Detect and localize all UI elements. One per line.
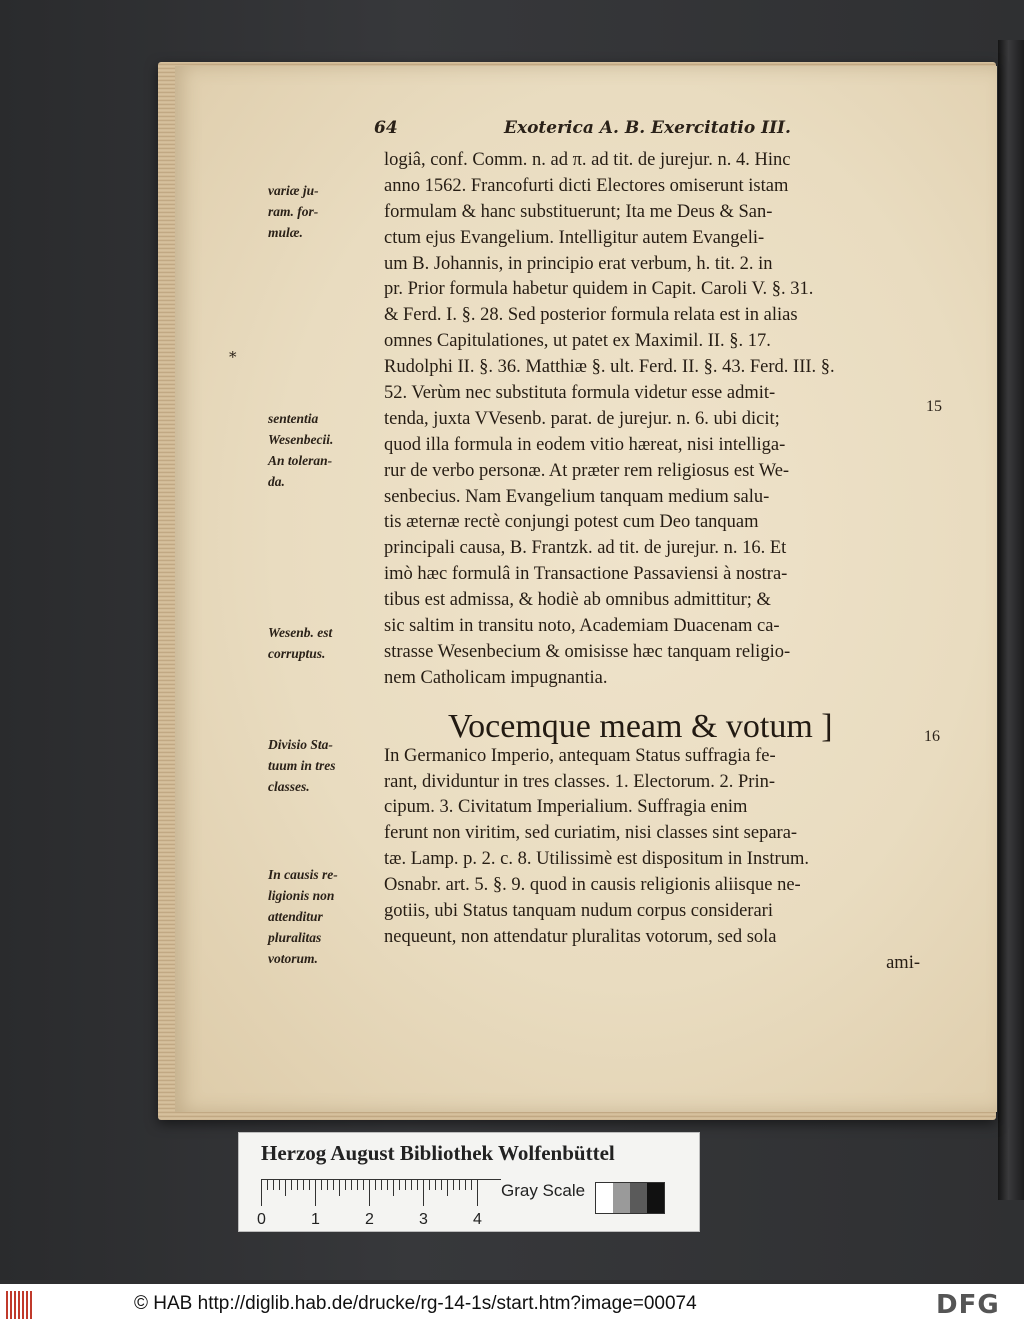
text-line: Osnabr. art. 5. §. 9. quod in causis religionis aliisque ne- bbox=[384, 875, 801, 896]
margin-note-causis bbox=[268, 864, 374, 969]
margin-note-line: Divisio Sta- bbox=[268, 737, 333, 752]
ruler-tick bbox=[285, 1180, 286, 1196]
text-line: ctum ejus Evangelium. Intelligitur autem Evangeli- bbox=[384, 227, 765, 248]
ruler-tick bbox=[333, 1180, 334, 1190]
margin-note-line: Wesenbecii. bbox=[268, 432, 334, 447]
text-line: um B. Johannis, in principio erat verbum, h. tit. 2. in bbox=[384, 253, 773, 274]
ruler-tick bbox=[327, 1180, 328, 1190]
running-title: Exoterica A. B. Exercitatio III. bbox=[504, 118, 791, 138]
ruler-tick bbox=[369, 1180, 370, 1206]
text-line: principali causa, B. Frantzk. ad tit. de jurejur. n. 16. Et bbox=[384, 538, 787, 559]
ruler-number: 4 bbox=[473, 1211, 482, 1228]
margin-note-line: ligionis non bbox=[268, 888, 335, 903]
book-spine-edge bbox=[998, 40, 1024, 1200]
text-line: omnes Capitulationes, ut patet ex Maximil. II. §. 17. bbox=[384, 331, 771, 352]
copyright-link[interactable]: © HAB http://diglib.hab.de/drucke/rg-14-1s/start.htm?image=00074 bbox=[134, 1293, 697, 1314]
margin-note-line: votorum. bbox=[268, 951, 318, 966]
ruler-tick bbox=[375, 1180, 376, 1190]
ruler-tick bbox=[345, 1180, 346, 1190]
ruler-tick bbox=[471, 1180, 472, 1190]
ruler-tick bbox=[459, 1180, 460, 1190]
text-line: pr. Prior formula habetur quidem in Capit. Caroli V. §. 31. bbox=[384, 279, 814, 300]
ruler-tick bbox=[339, 1180, 340, 1196]
ruler-tick bbox=[387, 1180, 388, 1190]
ruler-tick bbox=[363, 1180, 364, 1190]
barcode-bar bbox=[10, 1291, 12, 1319]
margin-note-line: An toleran- bbox=[268, 453, 333, 468]
ruler-tick bbox=[297, 1180, 298, 1190]
ruler-tick bbox=[429, 1180, 430, 1190]
dfg-logo: DFG bbox=[936, 1290, 1000, 1320]
line-number-15: 15 bbox=[926, 398, 942, 415]
text-line: 52. Verùm nec substituta formula videtur esse admit- bbox=[384, 383, 776, 404]
barcode-icon bbox=[6, 1291, 36, 1319]
ruler-tick bbox=[453, 1180, 454, 1190]
text-line: tæ. Lamp. p. 2. c. 8. Utilissimè est dispositum in Instrum. bbox=[384, 849, 809, 870]
text-line: tenda, juxta VVesenb. parat. de jurejur. n. 6. ubi dicit; bbox=[384, 408, 780, 429]
text-line: formulam & hanc substituerunt; Ita me Deus & San- bbox=[384, 201, 773, 222]
ruler-number: 1 bbox=[311, 1211, 320, 1228]
ruler-tick bbox=[447, 1180, 448, 1196]
ruler-tick bbox=[321, 1180, 322, 1190]
ruler-tick bbox=[435, 1180, 436, 1190]
ruler-tick bbox=[477, 1180, 478, 1206]
text-line: ferunt non viritim, sed curiatim, nisi classes sint separa- bbox=[384, 823, 798, 844]
text-line: rant, dividuntur in tres classes. 1. Electorum. 2. Prin- bbox=[384, 771, 775, 792]
text-line: logiâ, conf. Comm. n. ad π. ad tit. de jurejur. n. 4. Hinc bbox=[384, 150, 791, 170]
catchword: ami- bbox=[886, 952, 920, 973]
ruler-tick bbox=[309, 1180, 310, 1190]
ruler-tick bbox=[405, 1180, 406, 1190]
ruler-tick bbox=[291, 1180, 292, 1190]
margin-note-divisio bbox=[268, 734, 374, 797]
section-headline: Vocemque meam & votum ] bbox=[448, 708, 833, 745]
text-line: cipum. 3. Civitatum Imperialium. Suffragia enim bbox=[384, 797, 748, 818]
margin-note-wesenbecius bbox=[268, 408, 374, 492]
swatch-dark-gray bbox=[630, 1183, 647, 1213]
ruler-number: 0 bbox=[257, 1211, 266, 1228]
barcode-bar bbox=[30, 1291, 32, 1319]
swatch-black bbox=[647, 1183, 664, 1213]
institution-name: Herzog August Bibliothek Wolfenbüttel bbox=[261, 1141, 615, 1165]
barcode-bar bbox=[14, 1291, 16, 1319]
ruler-number: 3 bbox=[419, 1211, 428, 1228]
ruler-tick bbox=[357, 1180, 358, 1190]
text-line: gotiis, ubi Status tanquam nudum corpus considerari bbox=[384, 901, 773, 922]
viewer-footer bbox=[0, 1284, 1024, 1325]
margin-note-formulae bbox=[268, 180, 374, 243]
grayscale-swatches bbox=[595, 1182, 665, 1214]
barcode-bar bbox=[18, 1291, 20, 1319]
color-calibration-card bbox=[238, 1132, 700, 1232]
text-line: tis æternæ rectè conjungi potest cum Deo tanquam bbox=[384, 512, 759, 533]
margin-note-line: da. bbox=[268, 474, 285, 489]
ruler-number: 2 bbox=[365, 1211, 374, 1228]
text-line: senbecius. Nam Evangelium tanquam medium salu- bbox=[384, 486, 770, 507]
asterisk-mark: * bbox=[229, 348, 237, 366]
barcode-bar bbox=[22, 1291, 24, 1319]
ruler-tick bbox=[261, 1180, 262, 1206]
text-line: anno 1562. Francofurti dicti Electores omiserunt istam bbox=[384, 175, 789, 196]
margin-note-line: tuum in tres bbox=[268, 758, 336, 773]
text-line: strasse Wesenbecium & omisisse hæc tanquam religio- bbox=[384, 641, 791, 662]
ruler-tick bbox=[441, 1180, 442, 1190]
ruler-tick bbox=[273, 1180, 274, 1190]
ruler-tick bbox=[279, 1180, 280, 1190]
margin-note-line: Wesenb. est bbox=[268, 625, 333, 640]
text-line: quod illa formula in eodem vitio hæreat, nisi intelliga- bbox=[384, 434, 786, 455]
margin-note-line: variæ ju- bbox=[268, 183, 319, 198]
text-line: & Ferd. I. §. 28. Sed posterior formula relata est in alias bbox=[384, 305, 798, 326]
barcode-bar bbox=[26, 1291, 28, 1319]
margin-note-line: sententia bbox=[268, 411, 319, 426]
ruler-tick bbox=[381, 1180, 382, 1190]
ruler-tick bbox=[465, 1180, 466, 1190]
ruler-tick bbox=[411, 1180, 412, 1190]
text-line: imò hæc formulâ in Transactione Passaviensi à nostra- bbox=[384, 564, 788, 585]
margin-note-line: pluralitas bbox=[268, 930, 322, 945]
text-line: rur de verbo personæ. At præter rem religiosus est We- bbox=[384, 460, 790, 481]
text-line: nem Catholicam impugnantia. bbox=[384, 667, 608, 688]
body-text bbox=[384, 148, 920, 988]
ruler-tick bbox=[303, 1180, 304, 1190]
swatch-light-gray bbox=[613, 1183, 630, 1213]
swatch-white bbox=[596, 1183, 613, 1213]
ruler-tick bbox=[351, 1180, 352, 1190]
scale-ruler bbox=[261, 1179, 501, 1206]
line-number-16: 16 bbox=[924, 728, 940, 745]
text-line: In Germanico Imperio, antequam Status suffragia fe- bbox=[384, 745, 776, 766]
text-line: sic saltim in transitu noto, Academiam Duacenam ca- bbox=[384, 616, 780, 637]
ruler-tick bbox=[393, 1180, 394, 1196]
margin-note-line: corruptus. bbox=[268, 646, 326, 661]
text-line: tibus est admissa, & hodiè ab omnibus admittitur; & bbox=[384, 590, 771, 611]
margin-note-line: mulæ. bbox=[268, 225, 303, 240]
text-line: Rudolphi II. §. 36. Matthiæ §. ult. Ferd. II. §. 43. Ferd. III. §. bbox=[384, 357, 835, 378]
margin-note-corruptus bbox=[268, 622, 374, 664]
margin-note-line: attenditur bbox=[268, 909, 323, 924]
margin-note-line: In causis re- bbox=[268, 867, 338, 882]
barcode-bar bbox=[6, 1291, 8, 1319]
ruler-tick bbox=[423, 1180, 424, 1206]
margin-note-line: classes. bbox=[268, 779, 310, 794]
ruler-tick bbox=[417, 1180, 418, 1190]
ruler-tick bbox=[267, 1180, 268, 1190]
ruler-tick bbox=[399, 1180, 400, 1190]
margin-note-line: ram. for- bbox=[268, 204, 319, 219]
ruler-tick bbox=[315, 1180, 316, 1206]
text-line: nequeunt, non attendatur pluralitas votorum, sed sola bbox=[384, 926, 777, 947]
grayscale-label: Gray Scale bbox=[501, 1181, 586, 1200]
running-head bbox=[374, 118, 824, 142]
page-number: 64 bbox=[374, 118, 398, 138]
